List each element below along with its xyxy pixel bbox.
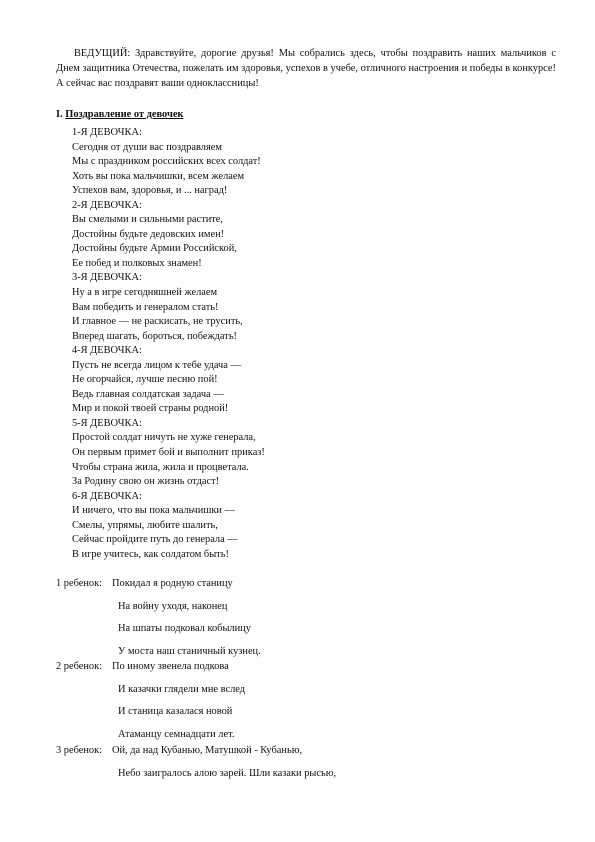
verse-line: И ничего, что вы пока мальчишки — [72, 505, 235, 517]
speaker-label: 3-Я ДЕВОЧКА: [72, 272, 142, 284]
child-speaker: 1 ребенок: [56, 578, 103, 589]
verse-line: Вперед шагать, бороться, побеждать! [72, 330, 238, 342]
speaker-label: 6-Я ДЕВОЧКА: [72, 490, 142, 502]
section-number: I. [56, 109, 63, 120]
verse-line: Чтобы страна жила, жила и процветала. [72, 461, 249, 473]
verse-line: Хоть вы пока мальчишки, всем желаем [72, 170, 245, 182]
child-verse-line: Атаманцу семнадцати лет. [118, 728, 235, 740]
verse-line: Успехов вам, здоровья, и ... наград! [72, 185, 228, 197]
child-verse-line: У моста наш станичный кузнец. [118, 645, 261, 657]
speaker-label: 5-Я ДЕВОЧКА: [72, 417, 142, 429]
verse-line: Смелы, упрямы, любите шалить, [72, 519, 218, 531]
verse-line: Вы смелыми и сильными растите, [72, 214, 224, 226]
child-verse-line: Покидал я родную станицу [112, 578, 233, 589]
section-title: Поздравление от девочек [65, 109, 184, 120]
verse-line: Не огорчайся, лучше песню пой! [72, 374, 218, 386]
child-speaker: 3 ребенок: [56, 745, 103, 756]
verse-line: Достойны будьте Армии Российской, [72, 243, 237, 255]
child-verse-line: Ой, да над Кубанью, Матушкой - Кубанью, [112, 745, 303, 756]
child-verse-line: Небо заигралось алою зарей. Шли казаки рысью, [118, 767, 337, 779]
verse-line: И главное — не раскисать, не трусить, [72, 316, 243, 328]
verse-line: Ведь главная солдатская задача — [72, 388, 224, 400]
child-verse-line: На шпаты подковал кобылицу [118, 623, 251, 634]
child-speaker: 2 ребенок: [56, 661, 103, 672]
verse-line: За Родину свою он жизнь отдаст! [72, 476, 220, 488]
verse-line: Достойны будьте дедовских имен! [72, 228, 225, 240]
verse-line: Сегодня от души вас поздравляем [72, 141, 222, 153]
child-verse-line: И казачки глядели мне вслед [118, 683, 246, 695]
verse-line: Мир и покой твоей страны родной! [72, 403, 229, 415]
verse-line: Ее побед и полковых знамен! [72, 257, 202, 269]
verse-line: Он первым примет бой и выполнит приказ! [72, 447, 265, 459]
speaker-label: 1-Я ДЕВОЧКА: [72, 127, 142, 138]
verse-line: Мы с праздником российских всех солдат! [72, 156, 261, 168]
verse-line: Пусть не всегда лицом к тебе удача — [72, 359, 241, 371]
speaker-label: 2-Я ДЕВОЧКА: [72, 199, 142, 211]
verse-line: Простой солдат ничуть не хуже генерала, [72, 432, 256, 444]
verse-line: Вам победить и генералом стать! [72, 301, 219, 313]
host-intro-paragraph: ВЕДУЩИЙ: Здравствуйте, дорогие друзья! Мы собрались здесь, чтобы поздравить наших мальчиков с Днем защитника Отечества, пожелать им здоровья, успехов в учебе, отличного настроения и победы в конкурсе! А сейчас вас поздравят ваши одноклассницы! [56, 48, 556, 89]
verse-line: В игре учитесь, как солдатом быть! [72, 548, 229, 560]
speaker-label: 4-Я ДЕВОЧКА: [72, 345, 142, 357]
verse-line: Ну а в игре сегодняшней желаем [72, 287, 218, 299]
girls-verses [72, 126, 265, 562]
verse-line: Сейчас пройдите путь до генерала — [72, 534, 238, 546]
child-verse-line: По иному звенела подкова [112, 661, 229, 672]
section-heading [56, 109, 183, 120]
child-verse-line: И станица казалася новой [118, 706, 233, 717]
child-verse-line: На войну уходя, наконец [118, 600, 228, 612]
